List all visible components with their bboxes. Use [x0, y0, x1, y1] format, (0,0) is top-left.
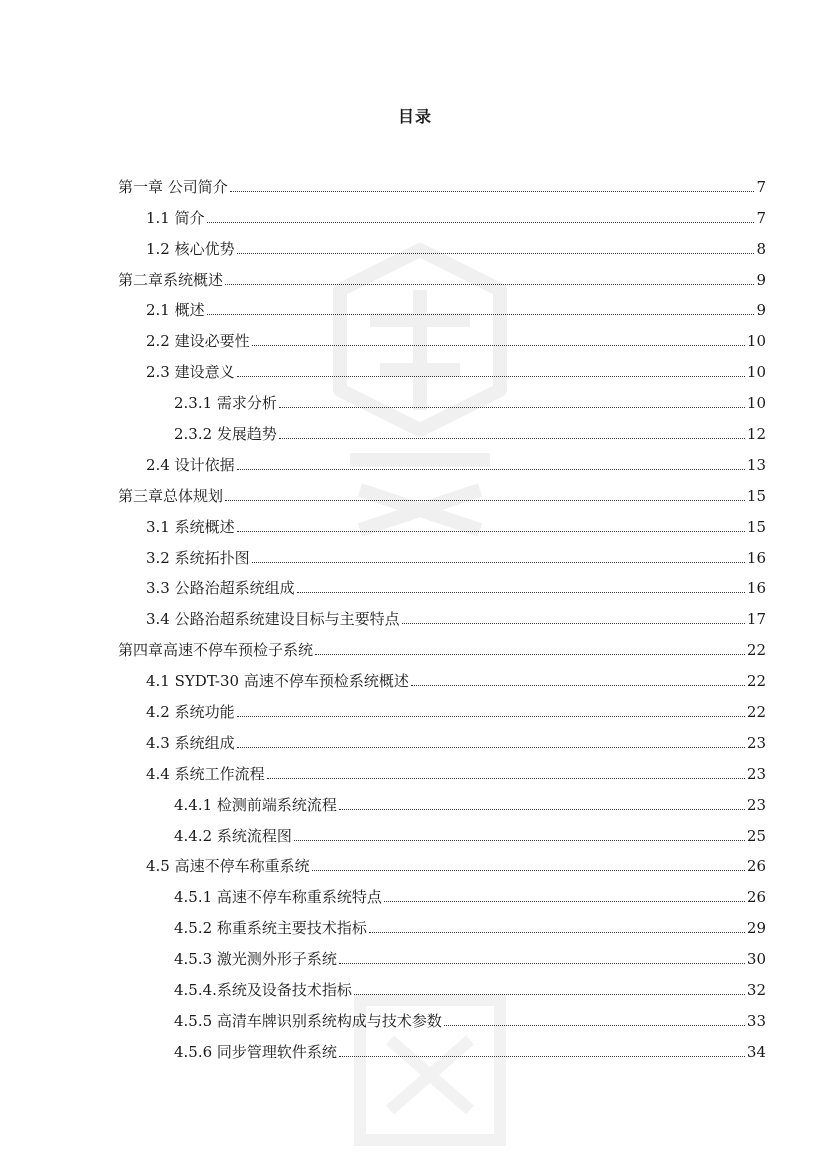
toc-entry-page-number: 33 — [746, 1011, 766, 1030]
toc-entry-page-number: 23 — [746, 733, 766, 752]
toc-dot-leader — [315, 654, 745, 655]
toc-entry[interactable] — [118, 352, 766, 383]
toc-entry[interactable] — [118, 476, 766, 507]
toc-entry-page-number: 17 — [746, 610, 766, 629]
toc-entry-title: 4.4.2 系统流程图 — [174, 826, 292, 845]
toc-entry-page-number: 15 — [746, 517, 766, 536]
toc-entry[interactable] — [118, 507, 766, 538]
toc-dot-leader — [444, 1025, 745, 1026]
toc-entry-page-number: 26 — [746, 857, 766, 876]
toc-entry[interactable] — [118, 754, 766, 785]
toc-dot-leader — [402, 623, 745, 624]
toc-entry[interactable] — [118, 877, 766, 908]
toc-entry-title: 4.5.5 高清车牌识别系统构成与技术参数 — [174, 1011, 442, 1030]
toc-dot-leader — [411, 685, 745, 686]
toc-dot-leader — [312, 870, 745, 871]
toc-entry-title: 3.4 公路治超系统建设目标与主要特点 — [146, 610, 400, 629]
toc-dot-leader — [267, 778, 745, 779]
toc-entry-title: 4.5.6 同步管理软件系统 — [174, 1042, 337, 1061]
toc-entry[interactable] — [118, 599, 766, 630]
toc-entry[interactable] — [118, 1001, 766, 1032]
toc-entry-page-number: 7 — [756, 208, 766, 227]
toc-entry[interactable] — [118, 723, 766, 754]
toc-entry-title: 4.5 高速不停车称重系统 — [146, 857, 310, 876]
toc-entry[interactable] — [118, 939, 766, 970]
toc-dot-leader — [354, 994, 745, 995]
toc-entry-page-number: 10 — [746, 394, 766, 413]
toc-entry[interactable] — [118, 260, 766, 291]
toc-entry-title: 4.2 系统功能 — [146, 703, 235, 722]
toc-entry[interactable] — [118, 847, 766, 878]
toc-dot-leader — [230, 191, 755, 192]
table-of-contents — [118, 167, 766, 1063]
toc-entry-title: 3.1 系统概述 — [146, 517, 235, 536]
toc-entry-page-number: 15 — [746, 486, 766, 505]
toc-entry-title: 4.1 SYDT-30 高速不停车预检系统概述 — [146, 672, 409, 691]
page-title: 目录 — [397, 107, 432, 126]
toc-entry-page-number: 13 — [746, 455, 766, 474]
toc-dot-leader — [294, 840, 745, 841]
toc-dot-leader — [369, 932, 745, 933]
toc-entry-title: 1.2 核心优势 — [146, 239, 235, 258]
toc-entry-page-number: 22 — [746, 672, 766, 691]
toc-entry-page-number: 8 — [756, 239, 766, 258]
toc-entry[interactable] — [118, 198, 766, 229]
toc-dot-leader — [237, 376, 745, 377]
toc-entry-page-number: 25 — [746, 826, 766, 845]
toc-entry-title: 4.5.3 激光测外形子系统 — [174, 950, 337, 969]
toc-dot-leader — [252, 562, 745, 563]
toc-entry-title: 2.1 概述 — [146, 301, 205, 320]
toc-entry[interactable] — [118, 445, 766, 476]
toc-entry[interactable] — [118, 970, 766, 1001]
toc-entry-title: 1.1 简介 — [146, 208, 205, 227]
toc-entry[interactable] — [118, 692, 766, 723]
toc-entry-title: 4.3 系统组成 — [146, 733, 235, 752]
toc-entry-page-number: 16 — [746, 579, 766, 598]
toc-dot-leader — [237, 531, 745, 532]
toc-dot-leader — [207, 222, 755, 223]
toc-entry-title: 4.4 系统工作流程 — [146, 764, 265, 783]
toc-entry-page-number: 22 — [746, 641, 766, 660]
toc-entry-title: 2.4 设计依据 — [146, 455, 235, 474]
toc-entry-page-number: 22 — [746, 703, 766, 722]
toc-entry-title: 2.3.2 发展趋势 — [174, 425, 277, 444]
toc-dot-leader — [279, 407, 745, 408]
toc-entry-title: 4.5.1 高速不停车称重系统特点 — [174, 888, 382, 907]
toc-entry-title: 第三章总体规划 — [118, 486, 224, 505]
toc-entry-title: 4.4.1 检测前端系统流程 — [174, 795, 337, 814]
toc-entry-page-number: 10 — [746, 363, 766, 382]
toc-entry-title: 3.3 公路治超系统组成 — [146, 579, 295, 598]
toc-entry-page-number: 16 — [746, 548, 766, 567]
toc-entry-title: 第一章 公司简介 — [118, 177, 228, 196]
toc-entry-title: 2.2 建设必要性 — [146, 332, 250, 351]
toc-entry-page-number: 9 — [756, 301, 766, 320]
toc-entry-page-number: 30 — [746, 950, 766, 969]
toc-dot-leader — [225, 284, 754, 285]
toc-entry[interactable] — [118, 630, 766, 661]
toc-entry-title: 2.3.1 需求分析 — [174, 394, 277, 413]
toc-dot-leader — [339, 809, 745, 810]
toc-entry-page-number: 9 — [756, 270, 766, 289]
toc-entry-page-number: 7 — [756, 177, 766, 196]
toc-dot-leader — [297, 592, 745, 593]
toc-entry-title: 第二章系统概述 — [118, 270, 224, 289]
toc-dot-leader — [279, 438, 745, 439]
toc-entry-title: 3.2 系统拓扑图 — [146, 548, 250, 567]
toc-entry-page-number: 29 — [746, 919, 766, 938]
toc-dot-leader — [237, 747, 745, 748]
toc-entry-title: 2.3 建设意义 — [146, 363, 235, 382]
toc-entry[interactable] — [118, 383, 766, 414]
toc-dot-leader — [237, 716, 745, 717]
toc-entry[interactable] — [118, 1032, 766, 1063]
toc-dot-leader — [237, 253, 755, 254]
toc-dot-leader — [207, 314, 755, 315]
toc-dot-leader — [225, 500, 745, 501]
toc-entry[interactable] — [118, 816, 766, 847]
toc-dot-leader — [339, 1056, 745, 1057]
toc-entry[interactable] — [118, 321, 766, 352]
toc-dot-leader — [237, 469, 745, 470]
toc-dot-leader — [339, 963, 745, 964]
toc-entry-page-number: 32 — [746, 981, 766, 1000]
toc-entry[interactable] — [118, 538, 766, 569]
toc-entry[interactable] — [118, 569, 766, 600]
toc-dot-leader — [384, 901, 745, 902]
toc-entry[interactable] — [118, 167, 766, 198]
toc-entry[interactable] — [118, 229, 766, 260]
toc-entry[interactable] — [118, 414, 766, 445]
toc-entry-title: 4.5.4.系统及设备技术指标 — [174, 981, 352, 1000]
toc-entry-page-number: 12 — [746, 425, 766, 444]
toc-entry[interactable] — [118, 785, 766, 816]
toc-entry[interactable] — [118, 908, 766, 939]
toc-entry-page-number: 10 — [746, 332, 766, 351]
toc-entry-page-number: 23 — [746, 764, 766, 783]
toc-entry-title: 第四章高速不停车预检子系统 — [118, 641, 314, 660]
toc-entry[interactable] — [118, 291, 766, 322]
toc-entry-title: 4.5.2 称重系统主要技术指标 — [174, 919, 367, 938]
toc-entry-page-number: 23 — [746, 795, 766, 814]
toc-entry[interactable] — [118, 661, 766, 692]
toc-dot-leader — [252, 345, 745, 346]
toc-entry-page-number: 34 — [746, 1042, 766, 1061]
toc-entry-page-number: 26 — [746, 888, 766, 907]
